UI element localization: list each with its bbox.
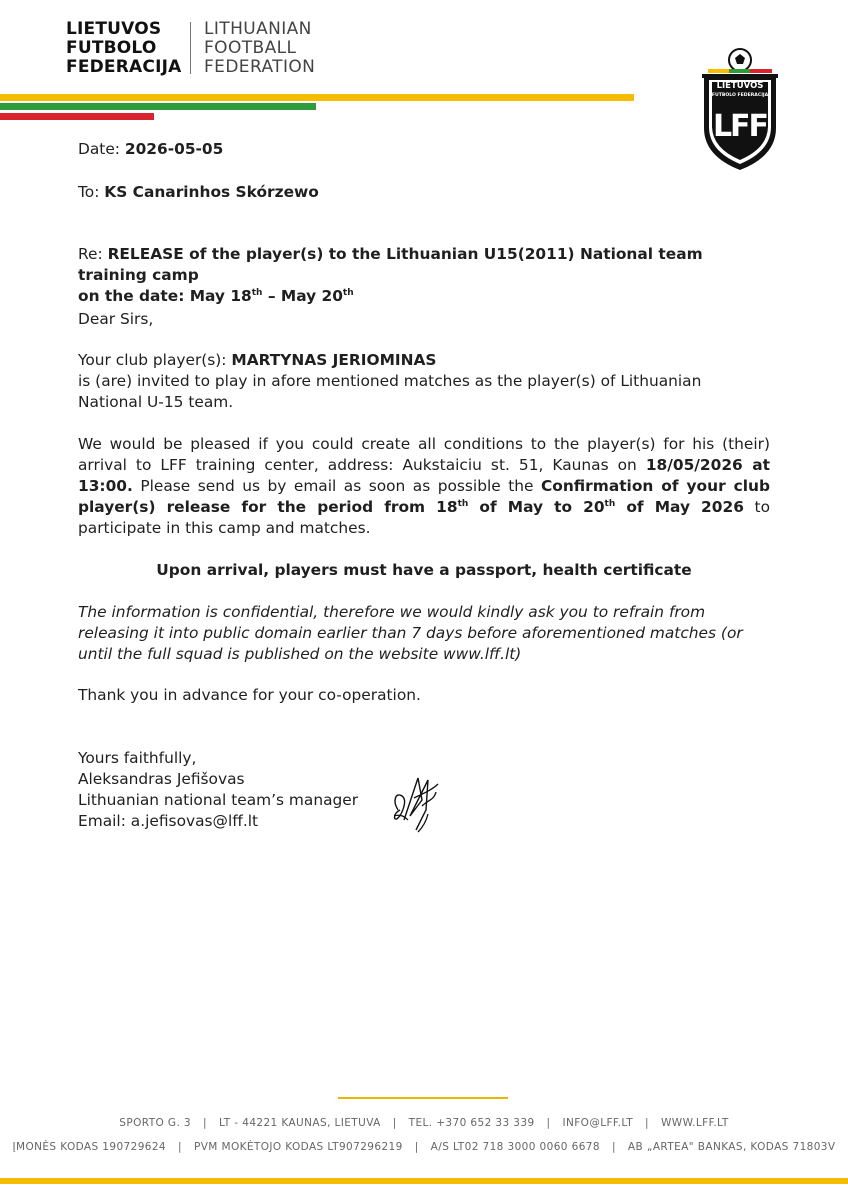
bottom-yellow-stripe [0, 1178, 848, 1184]
invite-text: is (are) invited to play in afore mentioned matches as the player(s) of Lithuanian National U-15 team. [78, 372, 702, 411]
to-label: To: [78, 183, 100, 201]
footer-address: SPORTO G. 3 [119, 1117, 191, 1129]
recipient-name: KS Canarinhos Skórzewo [104, 183, 319, 201]
footer-email: INFO@LFF.LT [562, 1117, 634, 1129]
footer-company-line: ĮMONĖS KODAS 190729624 | PVM MOKĖTOJO KODAS LT907296219 | A/S LT02 718 3000 0060 6678 | AB „ARTEA" BANKAS, KODAS 71803V [12, 1141, 836, 1153]
recipient-line [78, 182, 770, 203]
conditions-paragraph [78, 434, 770, 539]
yellow-stripe [0, 94, 634, 101]
footer-vat-code: PVM MOKĖTOJO KODAS LT907296219 [193, 1141, 403, 1153]
subject-block [78, 244, 770, 307]
signer-title: Lithuanian national team’s manager [78, 791, 359, 809]
wordmark-line: FEDERATION [204, 57, 316, 77]
date-label: Date: [78, 140, 120, 158]
red-stripe [0, 113, 154, 120]
wordmark-line: FOOTBALL [204, 38, 297, 58]
closing: Yours faithfully, [78, 749, 197, 767]
arrival-notice: Upon arrival, players must have a passport, health certificate [156, 561, 692, 579]
player-paragraph [78, 350, 770, 413]
confirmation-request: Confirmation of your club player(s) release for the period from 18th of May to 20th of May 2026 [78, 477, 770, 516]
wordmark-line: FUTBOLO [66, 38, 157, 58]
footer-bank-account: A/S LT02 718 3000 0060 6678 [430, 1141, 600, 1153]
footer-phone: TEL. +370 652 33 339 [408, 1117, 535, 1129]
federation-wordmark-en [204, 20, 354, 77]
green-stripe [0, 103, 316, 110]
date-value: 2026-05-05 [124, 140, 224, 158]
footer-company-code: ĮMONĖS KODAS 190729624 [12, 1141, 167, 1153]
thanks-line: Thank you in advance for your co-operation. [78, 686, 421, 704]
conditions-text: We would be pleased if you could create all conditions to the player(s) for his (their) arrival to LFF training center, address: Aukstaiciu st. 51, Kaunas on [78, 435, 770, 474]
re-label: Re: [78, 245, 103, 263]
crest-text: FUTBOLO FEDERACIJA [711, 93, 769, 98]
arrival-datetime: 18/05/2026 at 13:00. [78, 456, 770, 495]
email-value: a.jefisovas@lff.lt [130, 812, 259, 830]
federation-wordmark-lt [66, 20, 196, 77]
wordmark-line: LIETUVOS [66, 19, 162, 39]
handwritten-signature [388, 770, 444, 836]
wordmark-divider [190, 22, 191, 74]
confidentiality-notice: The information is confidential, therefore we would kindly ask you to refrain from releasing it into public domain earlier than 7 days before aforementioned matches (or until the full squad is published on the website www.lff.lt) [78, 603, 743, 663]
crest-text: LIETUVOS [716, 81, 764, 91]
signer-name: Aleksandras Jefišovas [78, 770, 245, 788]
player-name: MARTYNAS JERIOMINAS [231, 351, 437, 369]
footer-bank-name: AB „ARTEA" BANKAS, KODAS 71803V [627, 1141, 836, 1153]
subject-line-1: RELEASE of the player(s) to the Lithuanian U15(2011) National team training camp [78, 245, 703, 284]
crest-monogram: LFF [712, 109, 768, 144]
salutation: Dear Sirs, [78, 310, 154, 328]
wordmark-line: FEDERACIJA [66, 57, 182, 77]
footer-website: WWW.LFF.LT [661, 1117, 729, 1129]
send-request-text: Please send us by email as soon as possible the [140, 477, 534, 495]
date-line [78, 139, 770, 160]
club-player-label: Your club player(s): [78, 351, 227, 369]
subject-line-2: on the date: May 18th – May 20th [78, 287, 354, 305]
footer-contact-line: SPORTO G. 3 | LT - 44221 KAUNAS, LIETUVA | TEL. +370 652 33 339 | INFO@LFF.LT | WWW.LFF.LT [119, 1117, 729, 1129]
wordmark-line: LITHUANIAN [204, 19, 312, 39]
footer-rule [338, 1097, 508, 1099]
footer-postcode: LT - 44221 KAUNAS, LIETUVA [218, 1117, 381, 1129]
participate-text: to participate in this camp and matches. [78, 498, 770, 537]
email-label: Email: [78, 812, 126, 830]
